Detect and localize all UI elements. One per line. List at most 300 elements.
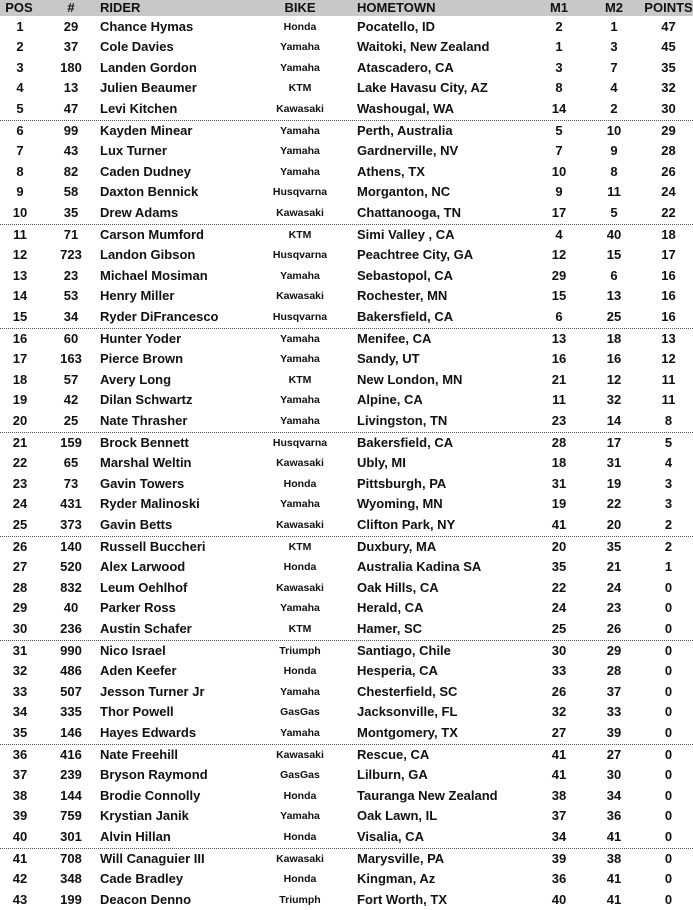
- points-cell: 0: [664, 828, 673, 844]
- table-row: [0, 661, 693, 681]
- moto1-cell: 17: [551, 204, 567, 220]
- table-row: [0, 121, 693, 141]
- moto2-cell: 41: [606, 871, 622, 887]
- moto2-cell: 5: [610, 204, 618, 220]
- hometown-cell: Fort Worth, TX: [357, 891, 448, 907]
- moto2-cell: 3: [610, 39, 618, 55]
- bike-cell: Husqvarna: [272, 186, 328, 199]
- rider-cell: Dilan Schwartz: [100, 392, 193, 408]
- table-row: [0, 453, 693, 473]
- pos-cell: 33: [12, 683, 28, 699]
- points-cell: 0: [664, 871, 673, 887]
- points-cell: 11: [661, 371, 676, 387]
- hometown-cell: Sebastopol, CA: [357, 267, 454, 283]
- header-bike: BIKE: [284, 0, 316, 15]
- points-cell: 3: [664, 496, 673, 512]
- moto2-cell: 8: [610, 163, 618, 179]
- moto1-cell: 28: [551, 435, 567, 450]
- pos-cell: 8: [16, 163, 24, 179]
- rider-cell: Caden Dudney: [100, 163, 192, 179]
- moto2-cell: 34: [606, 787, 622, 803]
- moto1-cell: 31: [551, 475, 567, 491]
- moto2-cell: 15: [606, 247, 622, 263]
- rider-cell: Ryder Malinoski: [100, 496, 200, 512]
- table-row: [0, 266, 693, 286]
- hometown-cell: Peachtree City, GA: [357, 247, 474, 263]
- points-cell: 0: [664, 851, 673, 866]
- moto1-cell: 7: [555, 143, 563, 159]
- table-row: [0, 557, 693, 577]
- moto1-cell: 33: [551, 663, 567, 679]
- bike-cell: Yamaha: [280, 61, 320, 74]
- hometown-cell: Oak Lawn, IL: [357, 808, 438, 824]
- points-cell: 24: [661, 184, 676, 200]
- bike-cell: Yamaha: [280, 394, 320, 407]
- points-cell: 2: [664, 516, 673, 532]
- header-moto1: M1: [549, 0, 569, 15]
- bike-cell: Honda: [283, 561, 317, 574]
- number-cell: 13: [63, 80, 79, 96]
- bike-cell: Kawasaki: [276, 581, 324, 594]
- rider-cell: Julien Beaumer: [100, 80, 197, 96]
- hometown-cell: Herald, CA: [357, 600, 424, 616]
- moto2-cell: 31: [606, 455, 622, 471]
- bike-cell: Honda: [283, 665, 317, 678]
- moto1-cell: 3: [555, 59, 563, 75]
- number-cell: 180: [60, 59, 82, 75]
- bike-cell: KTM: [288, 229, 312, 241]
- bike-cell: Triumph: [279, 645, 321, 657]
- number-cell: 40: [63, 600, 79, 616]
- table-row: [0, 370, 693, 390]
- number-cell: 82: [63, 163, 79, 179]
- number-cell: 47: [63, 100, 79, 116]
- number-cell: 759: [60, 808, 82, 824]
- number-cell: 146: [60, 724, 82, 740]
- pos-cell: 10: [12, 204, 28, 220]
- bike-cell: Yamaha: [280, 498, 320, 511]
- rider-cell: Landen Gordon: [100, 59, 197, 75]
- table-row: [0, 890, 693, 910]
- pos-cell: 40: [12, 828, 28, 844]
- hometown-cell: Sandy, UT: [357, 351, 420, 367]
- rider-cell: Jesson Turner Jr: [100, 683, 205, 699]
- rider-cell: Austin Schafer: [100, 620, 192, 636]
- moto2-cell: 38: [606, 851, 622, 866]
- pos-cell: 41: [12, 851, 28, 866]
- table-row: [0, 225, 693, 245]
- moto1-cell: 1: [555, 39, 563, 55]
- moto2-cell: 32: [606, 392, 622, 408]
- table-row: [0, 349, 693, 369]
- rider-cell: Leum Oehlhof: [100, 579, 188, 595]
- number-cell: 159: [60, 435, 82, 450]
- points-cell: 0: [664, 579, 673, 595]
- hometown-cell: Atascadero, CA: [357, 59, 454, 75]
- number-cell: 57: [63, 371, 79, 387]
- table-row: [0, 869, 693, 889]
- points-cell: 11: [661, 392, 676, 408]
- moto2-cell: 18: [606, 331, 622, 346]
- moto1-cell: 9: [555, 184, 563, 200]
- pos-cell: 5: [16, 100, 24, 116]
- moto2-cell: 6: [610, 267, 618, 283]
- moto2-cell: 27: [606, 747, 622, 762]
- rider-cell: Lux Turner: [100, 143, 167, 159]
- bike-cell: KTM: [288, 622, 312, 635]
- bike-cell: Yamaha: [280, 333, 320, 345]
- rider-cell: Chance Hymas: [100, 19, 194, 34]
- moto2-cell: 23: [606, 600, 622, 616]
- pos-cell: 29: [12, 600, 28, 616]
- bike-cell: Kawasaki: [276, 102, 324, 115]
- rider-cell: Nate Thrasher: [100, 412, 188, 428]
- table-row: [0, 37, 693, 57]
- points-cell: 0: [664, 704, 673, 720]
- bike-cell: Husqvarna: [272, 437, 328, 449]
- number-cell: 708: [60, 851, 82, 866]
- table-row: [0, 329, 693, 349]
- pos-cell: 18: [12, 371, 28, 387]
- rider-cell: Krystian Janik: [100, 808, 189, 824]
- hometown-cell: New London, MN: [357, 371, 463, 387]
- bike-cell: KTM: [288, 541, 312, 553]
- table-row: [0, 598, 693, 618]
- points-cell: 35: [661, 59, 676, 75]
- table-row: [0, 162, 693, 182]
- moto2-cell: 16: [606, 351, 622, 367]
- pos-cell: 16: [12, 331, 28, 346]
- number-cell: 301: [60, 828, 82, 844]
- bike-cell: Husqvarna: [272, 249, 328, 262]
- moto1-cell: 24: [551, 600, 567, 616]
- table-row: [0, 786, 693, 806]
- moto1-cell: 38: [551, 787, 567, 803]
- number-cell: 199: [60, 891, 82, 907]
- header-points: POINTS: [644, 0, 693, 15]
- moto1-cell: 15: [551, 288, 567, 304]
- table-row: [0, 806, 693, 826]
- hometown-cell: Duxbury, MA: [357, 539, 437, 554]
- pos-cell: 23: [12, 475, 28, 491]
- points-cell: 2: [664, 539, 673, 554]
- moto2-cell: 7: [610, 59, 618, 75]
- number-cell: 25: [63, 412, 79, 428]
- hometown-cell: Marysville, PA: [357, 851, 445, 866]
- number-cell: 486: [60, 663, 82, 679]
- moto1-cell: 16: [551, 351, 567, 367]
- moto2-cell: 4: [610, 80, 618, 96]
- table-row: [0, 578, 693, 598]
- points-cell: 0: [664, 767, 673, 783]
- moto1-cell: 26: [551, 683, 567, 699]
- points-cell: 30: [661, 100, 676, 116]
- rider-cell: Gavin Towers: [100, 475, 185, 491]
- moto1-cell: 25: [551, 620, 567, 636]
- number-cell: 42: [63, 392, 79, 408]
- moto1-cell: 34: [551, 828, 567, 844]
- number-cell: 348: [60, 871, 82, 887]
- moto2-cell: 14: [606, 412, 622, 428]
- rider-cell: Landon Gibson: [100, 247, 196, 263]
- points-cell: 5: [664, 435, 673, 450]
- header-rider: RIDER: [100, 0, 141, 15]
- table-row: [0, 245, 693, 265]
- pos-cell: 42: [12, 871, 28, 887]
- bike-cell: Yamaha: [280, 414, 320, 427]
- points-cell: 0: [664, 620, 673, 636]
- moto1-cell: 41: [551, 767, 567, 783]
- rider-cell: Gavin Betts: [100, 516, 173, 532]
- number-cell: 335: [60, 704, 82, 720]
- number-cell: 507: [60, 683, 82, 699]
- hometown-cell: Simi Valley , CA: [357, 227, 455, 242]
- bike-cell: Honda: [283, 830, 317, 843]
- pos-cell: 31: [12, 643, 28, 658]
- points-cell: 29: [661, 123, 676, 138]
- hometown-cell: Rescue, CA: [357, 747, 430, 762]
- moto1-cell: 32: [551, 704, 567, 720]
- rider-cell: Brock Bennett: [100, 435, 189, 450]
- moto1-cell: 37: [551, 808, 567, 824]
- pos-cell: 13: [12, 267, 28, 283]
- moto1-cell: 30: [551, 643, 567, 658]
- table-row: [0, 474, 693, 494]
- hometown-cell: Chesterfield, SC: [357, 683, 458, 699]
- bike-cell: KTM: [288, 82, 312, 95]
- rider-cell: Thor Powell: [100, 704, 174, 720]
- moto1-cell: 20: [551, 539, 567, 554]
- pos-cell: 15: [12, 308, 28, 324]
- bike-cell: Kawasaki: [276, 206, 324, 219]
- hometown-cell: Pittsburgh, PA: [357, 475, 447, 491]
- rider-cell: Cade Bradley: [100, 871, 184, 887]
- points-cell: 16: [661, 267, 676, 283]
- points-cell: 0: [664, 891, 673, 907]
- pos-cell: 22: [12, 455, 28, 471]
- bike-cell: Honda: [283, 789, 317, 802]
- moto2-cell: 37: [606, 683, 622, 699]
- pos-cell: 34: [12, 704, 28, 720]
- points-cell: 1: [664, 559, 673, 575]
- bike-cell: GasGas: [280, 769, 320, 782]
- moto1-cell: 41: [551, 516, 567, 532]
- rider-cell: Brodie Connolly: [100, 787, 201, 803]
- moto1-cell: 27: [551, 724, 567, 740]
- points-cell: 18: [661, 227, 676, 242]
- table-row: [0, 682, 693, 702]
- table-row: [0, 286, 693, 306]
- table-row: [0, 849, 693, 869]
- moto2-cell: 41: [606, 891, 622, 907]
- moto1-cell: 6: [555, 308, 563, 324]
- rider-cell: Henry Miller: [100, 288, 175, 304]
- pos-cell: 14: [12, 288, 28, 304]
- points-cell: 0: [664, 787, 673, 803]
- moto1-cell: 11: [552, 392, 566, 408]
- table-row: [0, 619, 693, 639]
- bike-cell: Yamaha: [280, 726, 320, 739]
- moto1-cell: 5: [555, 123, 563, 138]
- number-cell: 990: [60, 643, 82, 658]
- number-cell: 144: [60, 787, 82, 803]
- points-cell: 28: [661, 143, 676, 159]
- table-row: [0, 17, 693, 37]
- rider-cell: Alvin Hillan: [100, 828, 171, 844]
- points-cell: 8: [664, 412, 673, 428]
- moto2-cell: 21: [606, 559, 622, 575]
- bike-cell: Yamaha: [280, 602, 320, 615]
- pos-cell: 19: [12, 392, 28, 408]
- pos-cell: 43: [12, 891, 28, 907]
- pos-cell: 11: [13, 227, 27, 242]
- pos-cell: 4: [16, 80, 24, 96]
- bike-cell: Honda: [283, 873, 317, 886]
- hometown-cell: Hesperia, CA: [357, 663, 438, 679]
- points-cell: 47: [661, 19, 676, 34]
- moto2-cell: 25: [606, 308, 622, 324]
- number-cell: 236: [60, 620, 82, 636]
- moto2-cell: 41: [606, 828, 622, 844]
- number-cell: 140: [60, 539, 82, 554]
- number-cell: 163: [60, 351, 82, 367]
- moto2-cell: 22: [606, 496, 622, 512]
- bike-cell: Kawasaki: [276, 290, 324, 303]
- moto2-cell: 2: [610, 100, 618, 116]
- table-row: [0, 433, 693, 453]
- moto2-cell: 1: [610, 19, 618, 34]
- table-row: [0, 78, 693, 98]
- hometown-cell: Australia Kadina SA: [357, 559, 482, 575]
- points-cell: 17: [661, 247, 676, 263]
- header-number: #: [67, 0, 75, 15]
- hometown-cell: Pocatello, ID: [357, 19, 436, 34]
- hometown-cell: Washougal, WA: [357, 100, 455, 116]
- moto2-cell: 33: [606, 704, 622, 720]
- moto2-cell: 35: [606, 539, 622, 554]
- points-cell: 0: [664, 643, 673, 658]
- bike-cell: Yamaha: [280, 165, 320, 178]
- hometown-cell: Gardnerville, NV: [357, 143, 459, 159]
- moto2-cell: 40: [606, 227, 622, 242]
- moto1-cell: 35: [551, 559, 567, 575]
- moto2-cell: 10: [606, 123, 622, 138]
- hometown-cell: Clifton Park, NY: [357, 516, 456, 532]
- pos-cell: 36: [12, 747, 28, 762]
- moto1-cell: 23: [551, 412, 567, 428]
- rider-cell: Drew Adams: [100, 204, 179, 220]
- number-cell: 99: [63, 123, 79, 138]
- moto2-cell: 17: [606, 435, 622, 450]
- number-cell: 416: [60, 747, 82, 762]
- number-cell: 73: [63, 475, 79, 491]
- points-cell: 0: [664, 747, 673, 762]
- number-cell: 373: [60, 516, 82, 532]
- number-cell: 37: [63, 39, 79, 55]
- pos-cell: 37: [12, 767, 28, 783]
- moto1-cell: 19: [551, 496, 567, 512]
- moto1-cell: 36: [551, 871, 567, 887]
- table-row: [0, 723, 693, 743]
- number-cell: 71: [63, 227, 79, 242]
- number-cell: 239: [60, 767, 82, 783]
- hometown-cell: Chattanooga, TN: [357, 204, 461, 220]
- bike-cell: Yamaha: [280, 353, 320, 366]
- rider-cell: Aden Keefer: [100, 663, 177, 679]
- points-cell: 16: [661, 288, 676, 304]
- table-row: [0, 494, 693, 514]
- number-cell: 35: [63, 204, 79, 220]
- rider-cell: Russell Buccheri: [100, 539, 206, 554]
- hometown-cell: Livingston, TN: [357, 412, 448, 428]
- hometown-cell: Jacksonville, FL: [357, 704, 458, 720]
- hometown-cell: Ubly, MI: [357, 455, 406, 471]
- rider-cell: Michael Mosiman: [100, 267, 208, 283]
- moto2-cell: 26: [606, 620, 622, 636]
- rider-cell: Carson Mumford: [100, 227, 204, 242]
- hometown-cell: Tauranga New Zealand: [357, 787, 498, 803]
- points-cell: 3: [664, 475, 673, 491]
- bike-cell: Honda: [283, 477, 317, 490]
- moto1-cell: 10: [551, 163, 567, 179]
- rider-cell: Hayes Edwards: [100, 724, 197, 740]
- bike-cell: Yamaha: [280, 41, 320, 54]
- number-cell: 723: [60, 247, 82, 263]
- table-row: [0, 765, 693, 785]
- hometown-cell: Menifee, CA: [357, 331, 432, 346]
- hometown-cell: Waitoki, New Zealand: [357, 39, 490, 55]
- pos-cell: 2: [16, 39, 24, 55]
- moto1-cell: 14: [551, 100, 567, 116]
- moto2-cell: 39: [606, 724, 622, 740]
- bike-cell: KTM: [288, 373, 312, 386]
- table-row: [0, 745, 693, 765]
- number-cell: 53: [63, 288, 79, 304]
- rider-cell: Avery Long: [100, 371, 172, 387]
- pos-cell: 7: [16, 143, 24, 159]
- points-cell: 26: [661, 163, 676, 179]
- bike-cell: Husqvarna: [272, 310, 328, 323]
- pos-cell: 38: [12, 787, 28, 803]
- bike-cell: Yamaha: [280, 810, 320, 823]
- moto2-cell: 11: [607, 184, 621, 200]
- hometown-cell: Athens, TX: [357, 163, 425, 179]
- pos-cell: 21: [12, 435, 28, 450]
- pos-cell: 35: [12, 724, 28, 740]
- moto2-cell: 20: [606, 516, 622, 532]
- number-cell: 29: [63, 19, 79, 34]
- hometown-cell: Lake Havasu City, AZ: [357, 80, 488, 96]
- pos-cell: 3: [16, 59, 24, 75]
- results-header: [0, 0, 693, 16]
- moto1-cell: 4: [555, 227, 563, 242]
- hometown-cell: Santiago, Chile: [357, 643, 451, 658]
- bike-cell: GasGas: [280, 706, 320, 719]
- bike-cell: Kawasaki: [276, 518, 324, 531]
- rider-cell: Parker Ross: [100, 600, 176, 616]
- pos-cell: 20: [12, 412, 28, 428]
- hometown-cell: Visalia, CA: [357, 828, 424, 844]
- bike-cell: Yamaha: [280, 145, 320, 158]
- points-cell: 0: [664, 683, 673, 699]
- moto1-cell: 12: [551, 247, 567, 263]
- rider-cell: Deacon Denno: [100, 891, 192, 907]
- table-row: [0, 390, 693, 410]
- points-cell: 0: [664, 600, 673, 616]
- bike-cell: Yamaha: [280, 269, 320, 282]
- table-row: [0, 203, 693, 223]
- moto1-cell: 18: [551, 455, 567, 471]
